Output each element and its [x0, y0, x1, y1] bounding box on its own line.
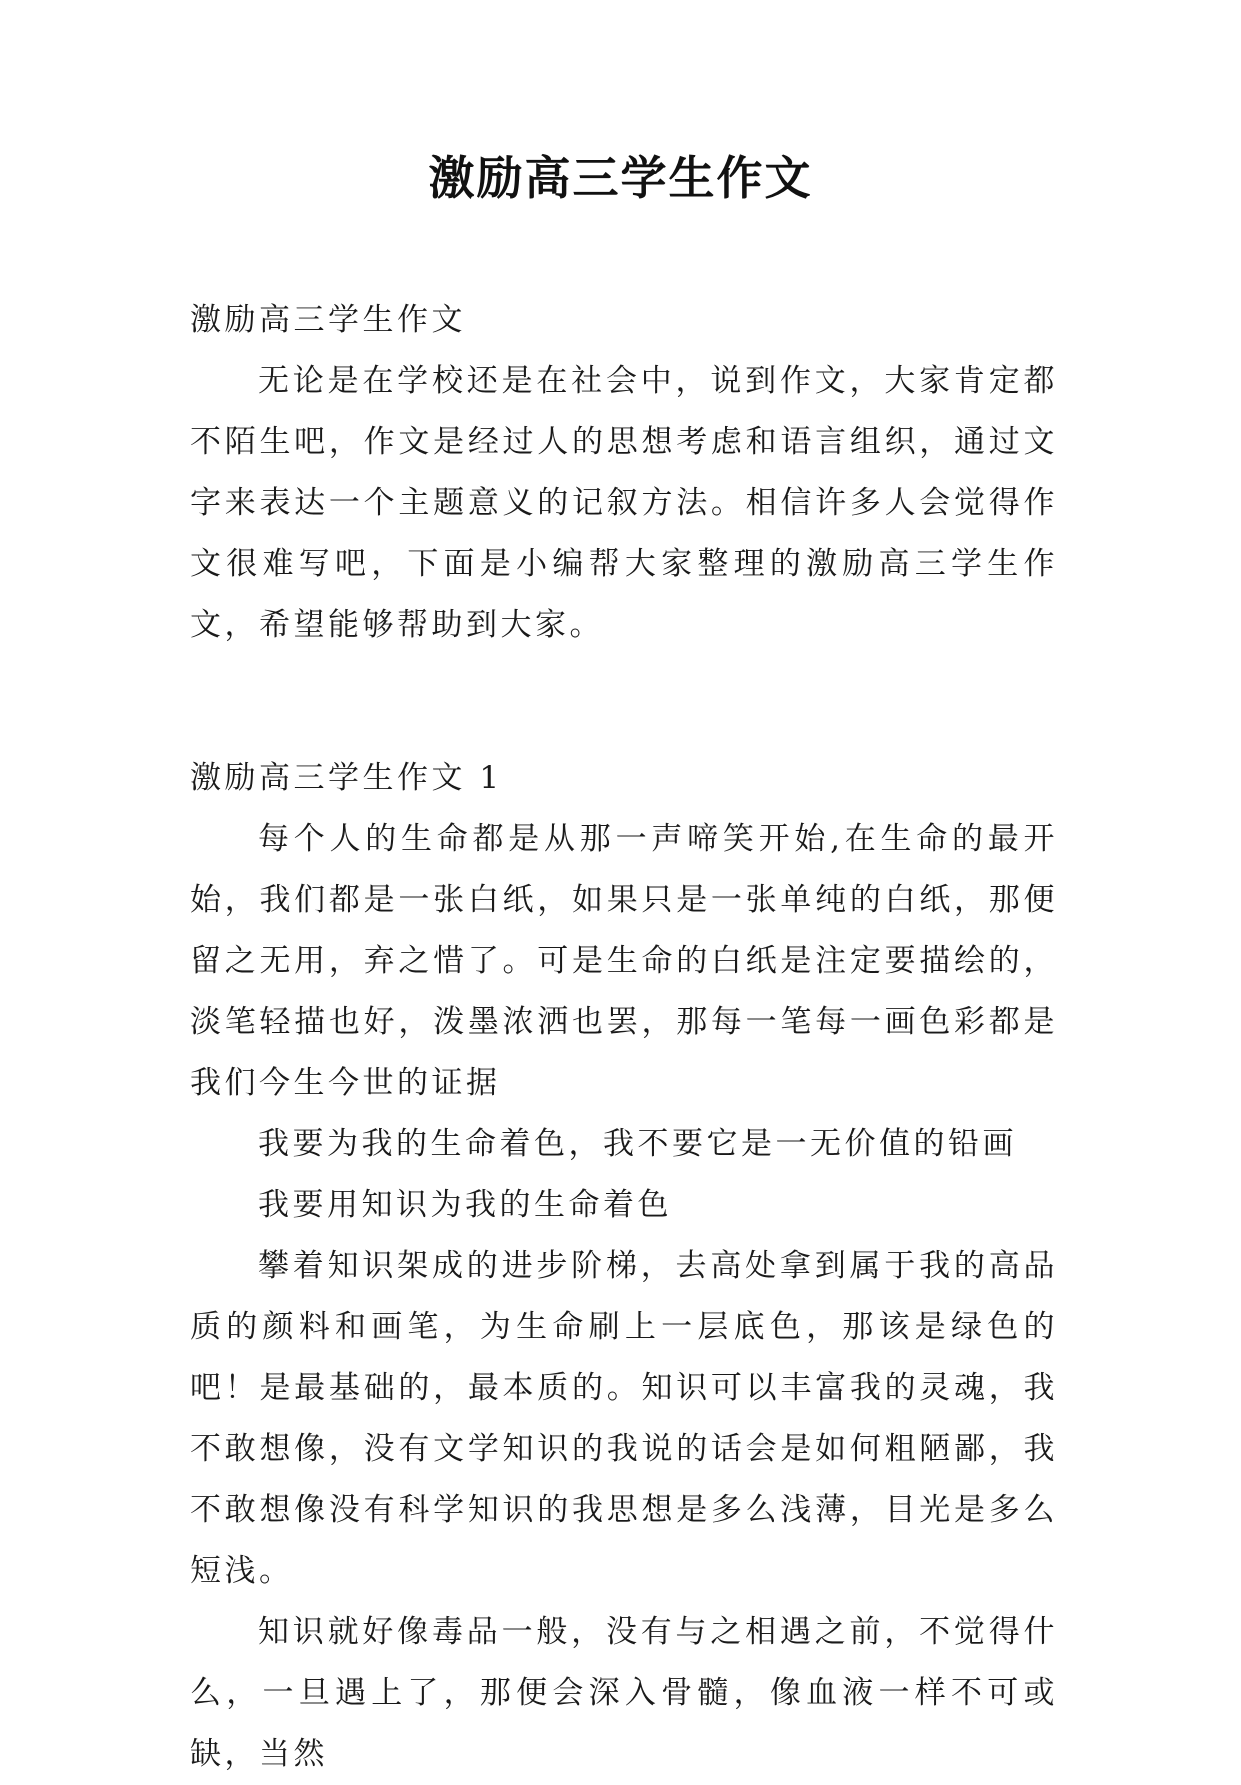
intro-paragraph: 无论是在学校还是在社会中，说到作文，大家肯定都不陌生吧，作文是经过人的思想考虑和语言组织，通过文字来表达一个主题意义的记叙方法。相信许多人会觉得作文很难写吧，下面是小编帮大家整理的激励高三学生作文，希望能够帮助到大家。 — [190, 363, 1058, 643]
subtitle: 激励高三学生作文 — [190, 302, 466, 338]
paragraph: 我要为我的生命着色，我不要它是一无价值的铅画 — [258, 1126, 1017, 1162]
paragraph: 知识就好像毒品一般，没有与之相遇之前，不觉得什么，一旦遇上了，那便会深入骨髓，像血液一样不可或缺，当然 — [190, 1614, 1058, 1772]
essay-heading: 激励高三学生作文 1 — [190, 760, 503, 796]
document-title: 激励高三学生作文 — [428, 151, 813, 205]
paragraph: 我要用知识为我的生命着色 — [258, 1187, 672, 1223]
section-spacer — [190, 656, 1058, 748]
document-body — [190, 290, 1058, 1785]
paragraph: 攀着知识架成的进步阶梯，去高处拿到属于我的高品质的颜料和画笔，为生命刷上一层底色，那该是绿色的吧！是最基础的，最本质的。知识可以丰富我的灵魂，我不敢想像，没有文学知识的我说的话会是如何粗陋鄙，我不敢想像没有科学知识的我思想是多么浅薄，目光是多么短浅。 — [190, 1248, 1058, 1589]
paragraph: 每个人的生命都是从那一声啼笑开始,在生命的最开始，我们都是一张白纸，如果只是一张单纯的白纸，那便留之无用，弃之惜了。可是生命的白纸是注定要描绘的，淡笔轻描也好，泼墨浓洒也罢，那每一笔每一画色彩都是我们今生今世的证据 — [190, 821, 1058, 1101]
